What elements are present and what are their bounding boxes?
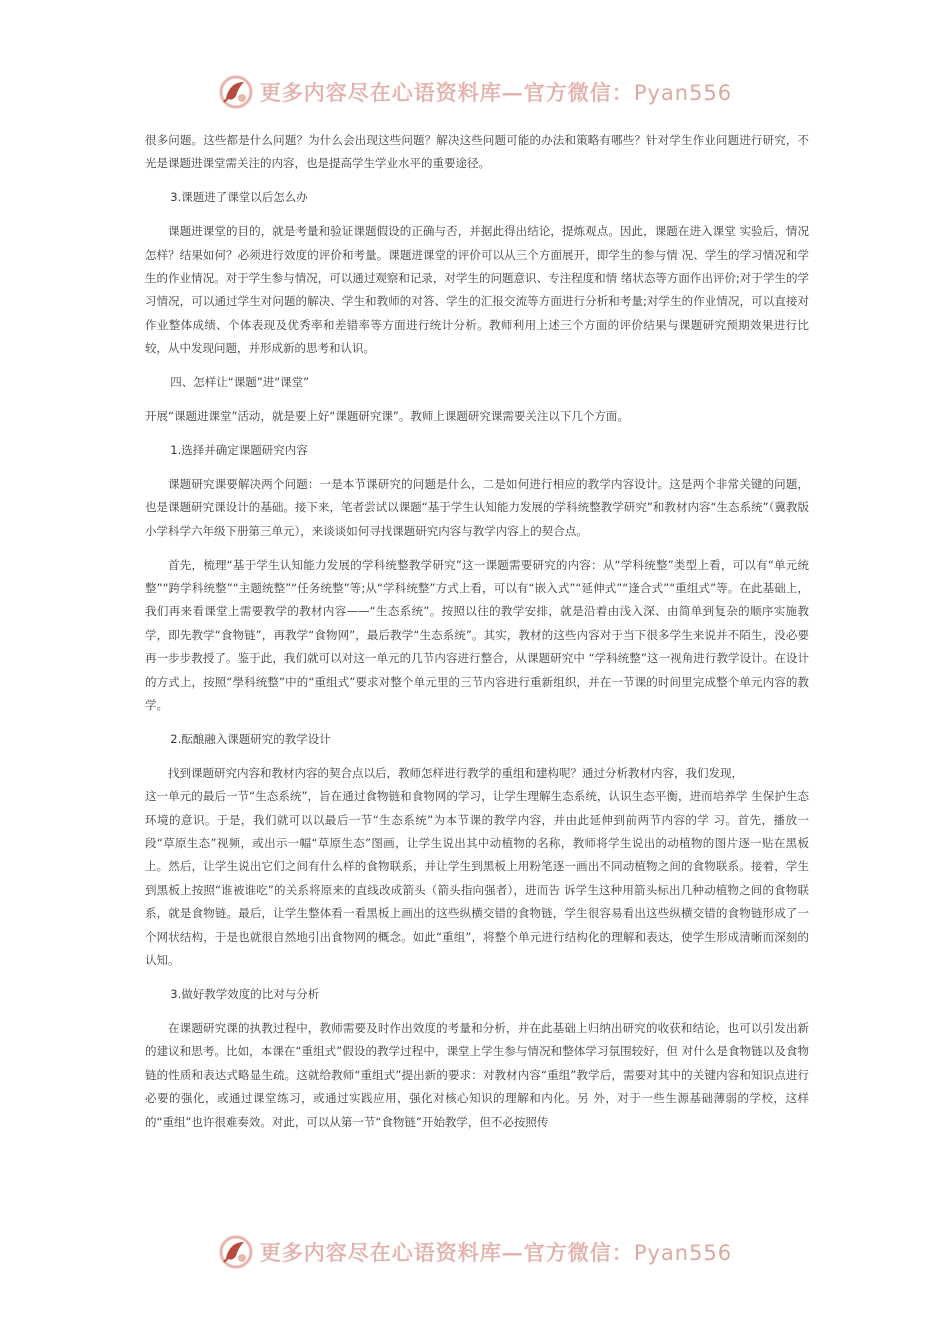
banner-cn-text: 更多内容尽在心语资料库—官方微信： <box>259 80 634 105</box>
paragraph: 开展“课题进课堂”活动，就是要上好“课题研究课”。教师上课题研究课需要关注以下几个方面。 <box>145 409 629 424</box>
section-heading: 3.课题进了课堂以后怎么办 <box>170 190 308 205</box>
banner-wechat-id: Pyan556 <box>633 81 733 105</box>
banner-cn-text: 更多内容尽在心语资料库—官方微信： <box>259 1240 634 1265</box>
paragraph: 很多问题。这些都是什么问题？为什么会出现这些问题？解决这些问题可能的办法和策略有哪些？针对学生作业问题进行研究，不光是课题进课堂需关注的内容，也是提高学生学业水平的重要途径。 <box>145 133 809 171</box>
section-heading: 2.酝酿融入课题研究的教学设计 <box>170 731 331 746</box>
footer-banner <box>0 1232 950 1272</box>
document-body <box>145 129 809 1144</box>
paragraph: 在课题研究课的执教过程中，教师需要及时作出效度的考量和分析，并在此基础上归纳出研究的收获和结论，也可以引发出新的建议和思考。比如，本课在“重组式”假设的教学过程中，课堂上学生参与情况和整体学习氛围较好，但 对什么是食物链以及食物链的性质和表达式略显生疏。这就给教师“重组式”提出新的要求：对教材内容“重组”教学后，需要对其中的关键内容和知识点进行必要的强化，或通过课堂练习，或通过实践应用，强化对核心知识的理解和内化。另 外，对于一些生源基础薄弱的学校，这样的“重组”也许很难奏效。对此，可以从第一节“食物链”开始教学，但不必按照传 <box>145 1020 809 1129</box>
paragraph: 课题进课堂的目的，就是考量和验证课题假设的正确与否，并据此得出结论，提炼观点。因此，课题在进入课堂 实验后，情况怎样？结果如何？必须进行效度的评价和考量。课题进课堂的评价可以从三个方面展开，即学生的参与情 况、学生的学习情况和学生的作业情况。对于学生参与情况，可以通过观察和记录，对学生的问题意识、专注程度和情 绪状态等方面作出评价;对于学生的学习情况，可以通过学生对问题的解决、学生和教师的对答、学生的汇报交流等方面进行分析和考量;对学生的作业情况，可以直接对作业整体成绩、个体表现及优秀率和差错率等方面进行统计分析。教师利用上述三个方面的评价结果与课题研究预期效果进行比较，从中发现问题，并形成新的思考和认识。 <box>145 224 809 356</box>
header-banner <box>0 72 950 112</box>
brand-logo-icon <box>218 74 254 110</box>
paragraph: 首先，梳理“基于学生认知能力发展的学科统整教学研究”这一课题需要研究的内容：从“学科统整”类型上看，可以有“单元统整”“跨学科统整”“主题统整”“任务统整”等;从“学科统整”方式上看，可以有“嵌入式”“延伸式”“逢合式”“重组式”等。在此基础上，我们再来看课堂上需要教学的教材内容——“生态系统”。按照以往的教学安排，就是沿着由浅入深、由简单到复杂的顺序实施教学，即先教学“食物链”，再教学“食物网”，最后教学“生态系统”。其实，教材的这些内容对于当下很多学生来说并不陌生，没必要再一步步教授了。鉴于此，我们就可以对这一单元的几节内容进行整合，从课题研究中 “学科统整”这一视角进行教学设计。在设计的方式上，按照“學科统整”中的“重组式”要求对整个单元里的三节内容进行重新组织，并在一节课的时间里完成整个单元内容的教学。 <box>145 557 809 713</box>
banner-text <box>260 77 732 107</box>
section-heading: 1.选择并确定课题研究内容 <box>170 442 308 457</box>
banner-text <box>260 1237 732 1267</box>
paragraph: 课题研究课要解决两个问题：一是本节课研究的问题是什么，二是如何进行相应的教学内容设计。这是两个非常关键的问题，也是课题研究课设计的基础。接下来，笔者尝试以课题“基于学生认知能力发展的学科统整教学研究”和教材内容“生态系统”（冀教版小学科学六年级下册第三单元），来谈谈如何寻找课题研究内容与教学内容上的契合点。 <box>145 476 809 538</box>
brand-logo-icon <box>218 1234 254 1270</box>
section-heading: 3.做好教学效度的比对与分析 <box>170 987 320 1001</box>
banner-wechat-id: Pyan556 <box>633 1241 733 1265</box>
paragraph: 找到课题研究内容和教材内容的契合点以后，教师怎样进行教学的重组和建构呢？通过分析教材内容，我们发现， <box>168 765 743 780</box>
paragraph: 这一单元的最后一节“生态系统”，旨在通过食物链和食物网的学习，让学生理解生态系统，认识生态平衡，进而培养学 生保护生态环境的意识。于是，我们就可以以最后一节“生态系统”为本节课的教学内容，并由此延伸到前两节内容的学 习。首先，播放一段“草原生态”视频，或出示一幅“草原生态”图画，让学生说出其中动植物的名称，教师将学生说出的动植物的图片逐一贴在黑板上。然后，让学生说出它们之间有什么样的食物联系，并让学生到黑板上用粉笔逐一画出不同动植物之间的食物联系。接着，学生到黑板上按照“谁被谁吃”的关系将原来的直线改成箭头（箭头指向强者），进而告 诉学生这种用箭头标出几种动植物之间的食物联系，就是食物链。最后，让学生整体看一看黑板上画出的这些纵横交错的食物链，学生很容易看出这些纵横交错的食物链形成了一个网状结构，于是也就很自然地引出食物网的概念。如此“重组”，将整个单元进行结构化的理解和表达，使学生形成清晰而深刻的认知。 <box>145 789 809 968</box>
section-heading: 四、怎样让“课题”进“课堂” <box>170 375 310 390</box>
